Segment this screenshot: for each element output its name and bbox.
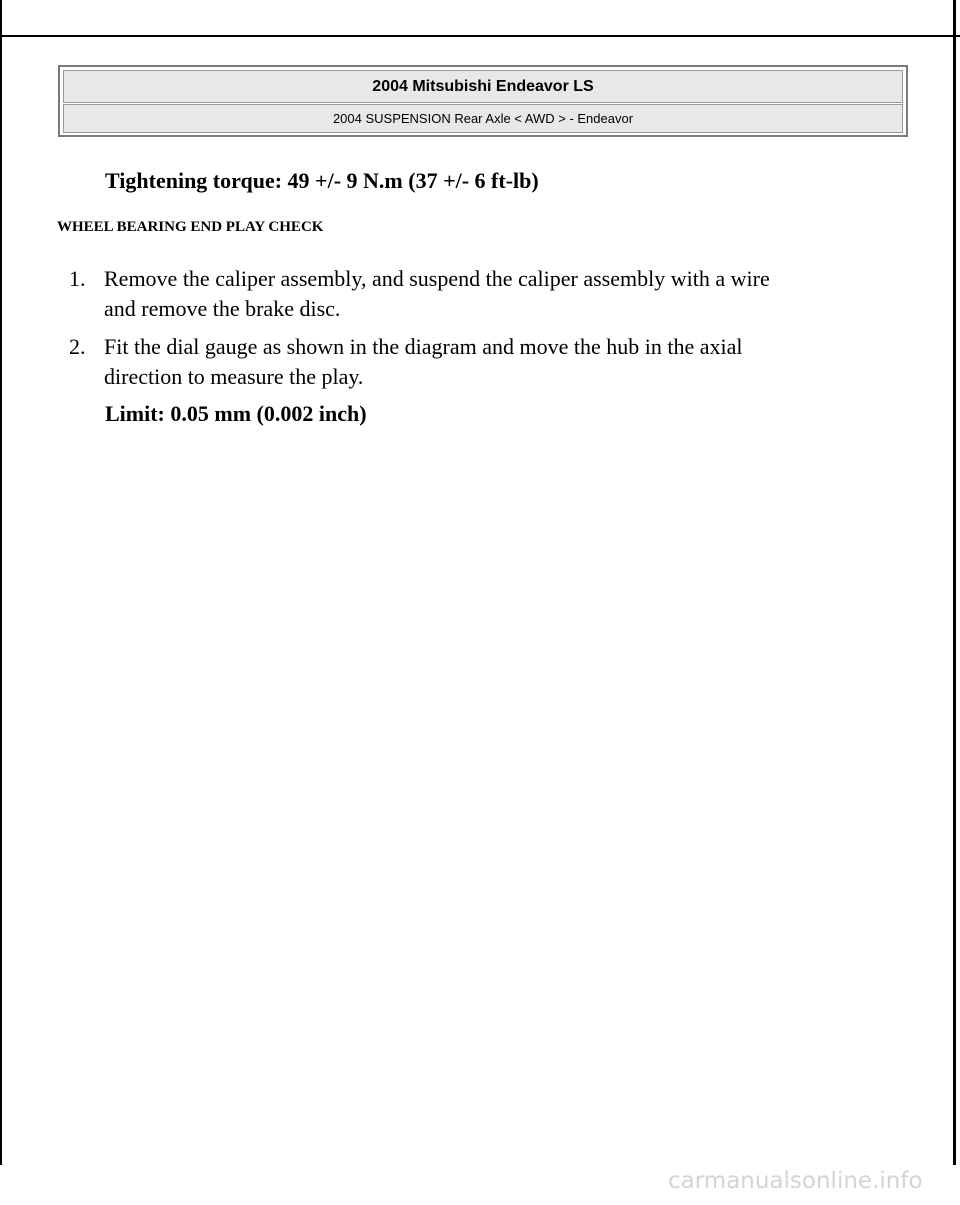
- right-border-rule: [953, 0, 956, 1165]
- step-text-line: Fit the dial gauge as shown in the diagram and move the hub in the axial: [104, 334, 743, 359]
- step-text-line: and remove the brake disc.: [104, 296, 341, 321]
- top-border-rule: [0, 35, 960, 37]
- limit-spec: Limit: 0.05 mm (0.002 inch): [105, 401, 367, 426]
- torque-spec: Tightening torque: 49 +/- 9 N.m (37 +/- 6 ft-lb): [105, 168, 539, 193]
- header-title: 2004 Mitsubishi Endeavor LS: [63, 70, 903, 103]
- step-number: 2.: [69, 334, 86, 359]
- header-subtitle: 2004 SUSPENSION Rear Axle < AWD > - Endeavor: [63, 104, 903, 133]
- list-item: [69, 264, 889, 324]
- step-text-line: Remove the caliper assembly, and suspend the caliper assembly with a wire: [104, 266, 770, 291]
- step-number: 1.: [69, 266, 86, 291]
- list-item: [69, 332, 889, 392]
- left-border-rule: [0, 0, 2, 1165]
- document-header: [58, 65, 908, 137]
- watermark: carmanualsonline.info: [668, 1168, 923, 1194]
- procedure-steps: [69, 264, 889, 400]
- section-heading: WHEEL BEARING END PLAY CHECK: [57, 219, 324, 235]
- step-text-line: direction to measure the play.: [104, 364, 364, 389]
